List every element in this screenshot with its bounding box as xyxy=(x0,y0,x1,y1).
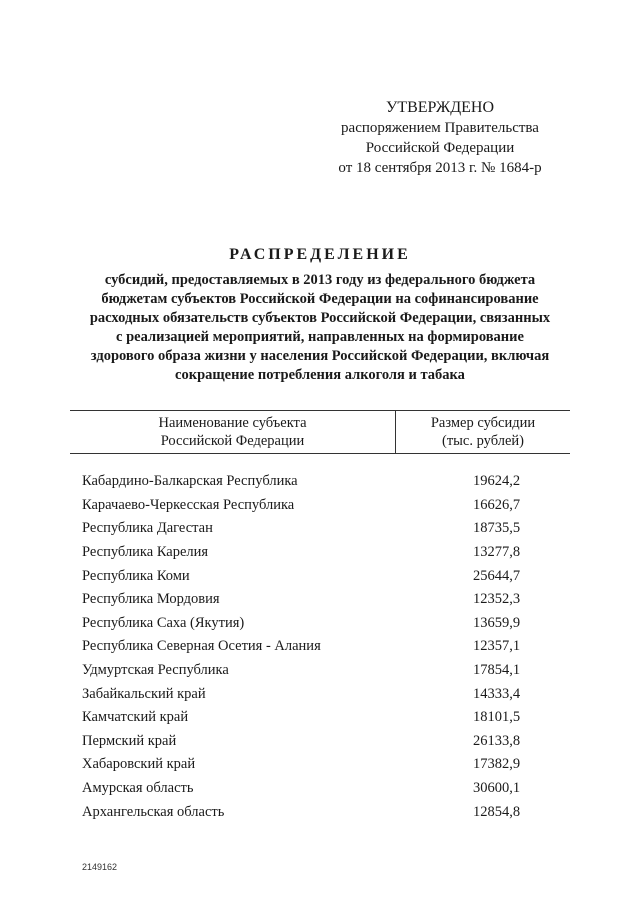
subsidy-value: 12357,1 xyxy=(473,638,521,655)
subsidy-value: 17854,1 xyxy=(473,662,521,679)
region-name: Республика Дагестан xyxy=(82,520,213,537)
subsidy-value: 16626,7 xyxy=(473,496,521,513)
region-name: Республика Саха (Якутия) xyxy=(82,614,245,631)
region-name: Республика Карелия xyxy=(82,544,209,561)
subsidy-value: 17382,9 xyxy=(473,756,521,773)
subsidy-value: 12854,8 xyxy=(473,803,521,820)
region-name: Удмуртская Республика xyxy=(82,662,229,679)
region-name: Хабаровский край xyxy=(82,756,196,773)
table-row xyxy=(70,588,570,612)
table-row xyxy=(70,564,570,588)
document-subtitle xyxy=(70,271,570,385)
table-row xyxy=(70,659,570,683)
region-name: Карачаево-Черкесская Республика xyxy=(82,496,295,513)
header-subsidy-size-line-2: (тыс. рублей) xyxy=(442,433,524,449)
table-body xyxy=(70,470,570,824)
table-row xyxy=(70,517,570,541)
region-name: Архангельская область xyxy=(82,803,225,820)
table-row xyxy=(70,800,570,824)
subtitle-line-1: субсидий, предоставляемых в 2013 году из федерального бюджета xyxy=(104,272,536,288)
subsidy-value: 30600,1 xyxy=(473,780,521,797)
subtitle-line-2: бюджетам субъектов Российской Федерации на софинансирование xyxy=(101,291,539,307)
approval-line-2: Российской Федерации xyxy=(365,140,515,156)
header-region-name-line-2: Российской Федерации xyxy=(160,433,305,449)
subsidy-value: 13659,9 xyxy=(473,614,521,631)
subsidy-value: 13277,8 xyxy=(473,544,521,561)
region-name: Республика Северная Осетия - Алания xyxy=(82,638,321,655)
header-region-name xyxy=(70,411,396,453)
region-name: Республика Мордовия xyxy=(82,591,220,608)
table-row xyxy=(70,777,570,801)
subsidy-value: 18735,5 xyxy=(473,520,521,537)
region-name: Республика Коми xyxy=(82,567,190,584)
subsidy-value: 18101,5 xyxy=(473,709,521,726)
subsidy-value: 26133,8 xyxy=(473,732,521,749)
approval-line-1: распоряжением Правительства xyxy=(341,120,539,136)
table-row xyxy=(70,753,570,777)
subtitle-line-5: здорового образа жизни у населения Российской Федерации, включая xyxy=(90,348,550,364)
table-row xyxy=(70,541,570,565)
subsidy-table xyxy=(70,410,570,824)
subsidy-value: 14333,4 xyxy=(473,685,521,702)
table-row xyxy=(70,706,570,730)
document-heading: РАСПРЕДЕЛЕНИЕ xyxy=(229,246,411,263)
document-number: 2149162 xyxy=(82,862,118,872)
region-name: Забайкальский край xyxy=(82,685,206,702)
region-name: Кабардино-Балкарская Республика xyxy=(82,473,298,490)
subtitle-line-3: расходных обязательств субъектов Российской Федерации, связанных xyxy=(89,310,551,326)
region-name: Пермский край xyxy=(82,732,177,749)
subsidy-value: 25644,7 xyxy=(473,567,521,584)
table-row xyxy=(70,470,570,494)
region-name: Камчатский край xyxy=(82,709,189,726)
region-name: Амурская область xyxy=(82,780,194,797)
subsidy-value: 19624,2 xyxy=(473,473,521,490)
subsidy-value: 12352,3 xyxy=(473,591,521,608)
subtitle-line-6: сокращение потребления алкоголя и табака xyxy=(175,367,465,383)
table-header xyxy=(70,410,570,454)
table-row xyxy=(70,730,570,754)
table-row xyxy=(70,682,570,706)
approval-block xyxy=(330,98,550,178)
approval-line-3: от 18 сентября 2013 г. № 1684-р xyxy=(338,160,542,176)
table-row xyxy=(70,635,570,659)
approval-title: УТВЕРЖДЕНО xyxy=(385,99,494,116)
subtitle-line-4: с реализацией мероприятий, направленных на формирование xyxy=(116,329,524,345)
table-row xyxy=(70,494,570,518)
table-row xyxy=(70,612,570,636)
header-region-name-line-1: Наименование субъекта xyxy=(158,415,307,431)
header-subsidy-size xyxy=(396,411,570,453)
header-subsidy-size-line-1: Размер субсидии xyxy=(430,415,536,431)
